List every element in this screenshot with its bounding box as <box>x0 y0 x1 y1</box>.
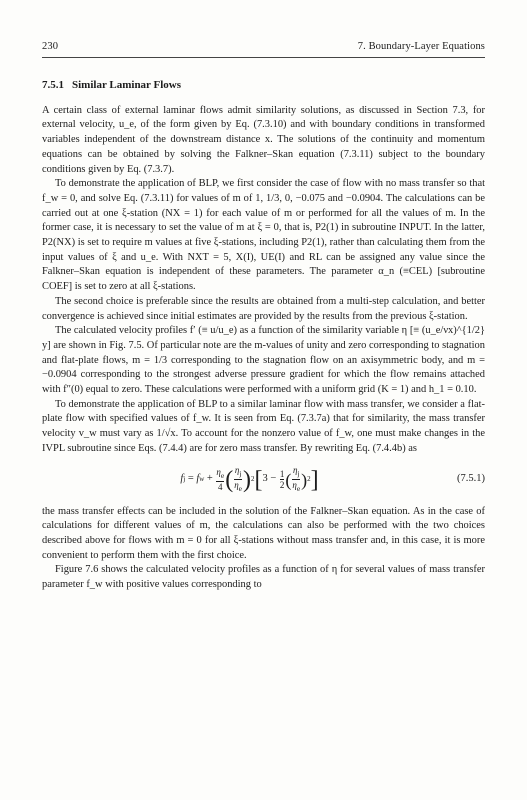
section-title: Similar Laminar Flows <box>72 79 181 91</box>
paragraph-7: Figure 7.6 shows the calculated velocity profiles as a function of η for several values of mass transfer parameter f_w with positive values corresponding to <box>42 564 485 591</box>
section-heading <box>42 78 485 93</box>
paragraph-1: A certain class of external laminar flows admit similarity solutions, as discussed in Section 7.3, for external velocity, u_e, of the form given by Eq. (7.3.10) and with boundary conditions in transformed variables independent of the downstream distance x. The solutions of the continuity and momentum equations can be obtained by solving the Falkner–Skan equation (7.3.11) subject to the boundary conditions given by Eq. (7.3.7). <box>42 104 485 175</box>
paragraph-4: The calculated velocity profiles f′ (≡ u/u_e) as a function of the similarity variable η [≡ (u_e/νx)^{1/2} y] are shown in Fig. 7.5. Of particular note are the m-values of unity and zero corresponding to stagnation and flat-plate flows, m = 1/3 corresponding to the stagnation flow on an axisymmetric body, and m = −0.0904 corresponding to the strongest adverse pressure gradient for which the flow remains attached with f″(0) equal to zero. These calculations were performed with a uniform grid (K = 1) and h_1 = 0.10. <box>42 325 485 396</box>
equation-number: (7.5.1) <box>457 473 485 485</box>
running-head <box>42 41 485 52</box>
paragraph-2: To demonstrate the application of BLP, we first consider the case of flow with no mass transfer so that f_w = 0, and solve Eq. (7.3.11) for values of m of 1, 1/3, 0, −0.075 and −0.0904. The calculations can be carried out at one ξ-station (NX = 1) for each value of m or performed for all the values of m. In the former case, it is necessary to set the value of m at ξ = 0, that is, P2(1) in subroutine INPUT. In the latter, P2(NX) is set to require m values at five ξ-stations, including P2(1), rather than calculating them from the input values of ξ and u_e. With NXT = 5, X(I), UE(I) and RL can be assigned any value since the Falkner–Skan equation is independent of these parameters. The parameter α_n (≡CEL) [subroutine COEF] is set to zero at all ξ-stations. <box>42 178 485 293</box>
paragraph-6: the mass transfer effects can be included in the solution of the Falkner–Skan equation. As in the case of calculations for different values of m, the calculations can also be performed with the two choices described above for flows with m = 0 for all ξ-stations without mass transfer and, in this case, it is more convenient to perform them with the first choice. <box>42 505 485 561</box>
chapter-title: 7. Boundary-Layer Equations <box>357 41 485 52</box>
paragraph-5: To demonstrate the application of BLP to a similar laminar flow with mass transfer, we consider a flat-plate flow with specified values of f_w. It is seen from Eq. (7.3.7a) that for similarity, the mass transfer velocity v_w must vary as 1/√x. To account for the nonzero value of f_w, one must make changes in the IVPL subroutine since Eqs. (7.4.4) are for zero mass transfer. By rewriting Eq. (7.4.4b) as <box>42 398 485 454</box>
page-number: 230 <box>42 41 59 52</box>
page-body <box>42 78 485 593</box>
equation-7-5-1 <box>42 459 485 501</box>
equation-body: f j = f w + $\frac{\eta_e}{4}$ ( $\frac{\eta_j}{\eta_e}$ ) 2 [ 3 − $\frac{1}{2}$ ( $\frac{\eta_j}{\eta_e}$ ) 2 ] <box>180 465 319 493</box>
header-rule <box>42 57 485 58</box>
paragraph-3: The second choice is preferable since the results are obtained from a multi-step calculation, and better convergence is achieved since initial estimates are provided by the results from the previous ξ-station. <box>42 295 485 322</box>
section-number: 7.5.1 <box>42 79 64 91</box>
